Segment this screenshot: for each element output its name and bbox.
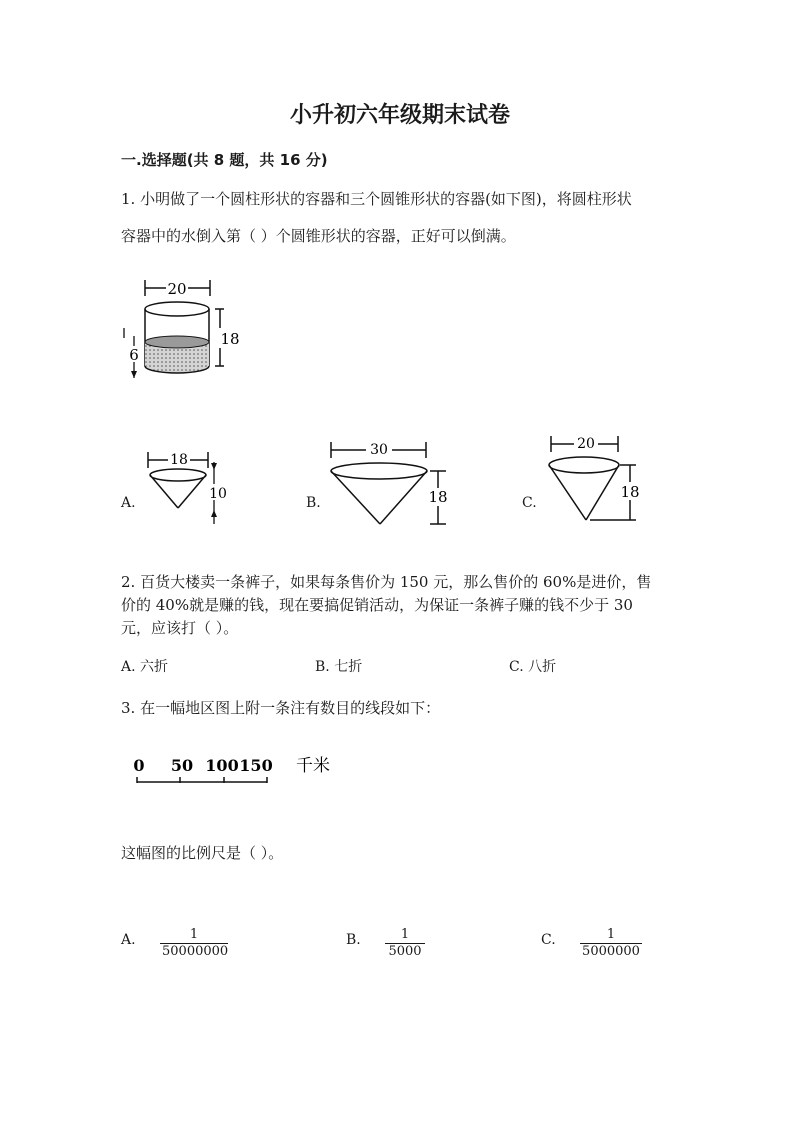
question-3-line-2: 这幅图的比例尺是（ ）。 [121,844,284,862]
cone-b-height-label: 18 [428,488,448,506]
question-3-option-c-fraction[interactable] [580,927,642,960]
question-2-option-c[interactable]: C. 八折 [509,659,557,675]
cylinder-diameter-label: 20 [167,280,187,298]
question-1-option-a-label[interactable]: A. [121,495,136,511]
cone-b-figure [326,438,456,533]
question-1-line-2: 容器中的水倒入第（ ）个圆锥形状的容器，正好可以倒满。 [121,227,516,245]
cone-c-figure [542,432,652,527]
cylinder-water-label: 6 [129,346,139,364]
cylinder-figure [120,276,245,384]
cone-c-height-label: 18 [620,483,640,501]
question-2-option-b[interactable]: B. 七折 [315,659,363,675]
page-title: 小升初六年级期末试卷 [289,103,510,128]
cone-a-figure [144,448,234,528]
scale-unit-label: 千米 [296,756,330,776]
question-3-option-a-label[interactable]: A. [121,932,136,948]
question-1-line-1: 1. 小明做了一个圆柱形状的容器和三个圆锥形状的容器(如下图)，将圆柱形状 [121,190,632,208]
fraction-numerator: 1 [189,927,199,942]
fraction-numerator: 1 [400,927,410,942]
scale-bar-figure [130,754,330,790]
question-3-option-b-label[interactable]: B. [346,932,361,948]
scale-label-50: 50 [170,756,194,775]
fraction-denominator: 5000000 [580,943,642,960]
fraction-denominator: 5000 [385,943,425,960]
question-3-option-a-fraction[interactable] [160,927,228,960]
scale-label-100: 100 [205,756,239,775]
cone-b-diameter-label: 30 [370,442,388,458]
question-3-option-c-label[interactable]: C. [541,932,556,948]
scale-label-150: 150 [239,756,273,775]
question-1-option-b-label[interactable]: B. [306,495,321,511]
question-2-line-1: 2. 百货大楼卖一条裤子，如果每条售价为 150 元，那么售价的 60%是进价，售 [121,573,652,591]
cone-c-diameter-label: 20 [577,436,595,452]
question-3-option-b-fraction[interactable] [385,927,425,960]
question-2-line-2: 价的 40%就是赚的钱，现在要搞促销活动，为保证一条裤子赚的钱不少于 30 [121,596,633,614]
section-heading: 一.选择题(共 8 题，共 16 分) [121,151,328,169]
cone-a-height-label: 10 [209,486,227,502]
question-2-option-a[interactable]: A. 六折 [121,659,169,675]
question-2-line-3: 元，应该打（ ）。 [121,619,239,637]
question-1-option-c-label[interactable]: C. [522,495,537,511]
fraction-denominator: 50000000 [162,944,229,959]
scale-label-0: 0 [133,756,145,775]
question-3-line-1: 3. 在一幅地区图上附一条注有数目的线段如下： [121,699,441,717]
fraction-numerator: 1 [606,927,616,942]
cylinder-height-label: 18 [220,330,240,348]
cone-a-diameter-label: 18 [170,452,188,468]
